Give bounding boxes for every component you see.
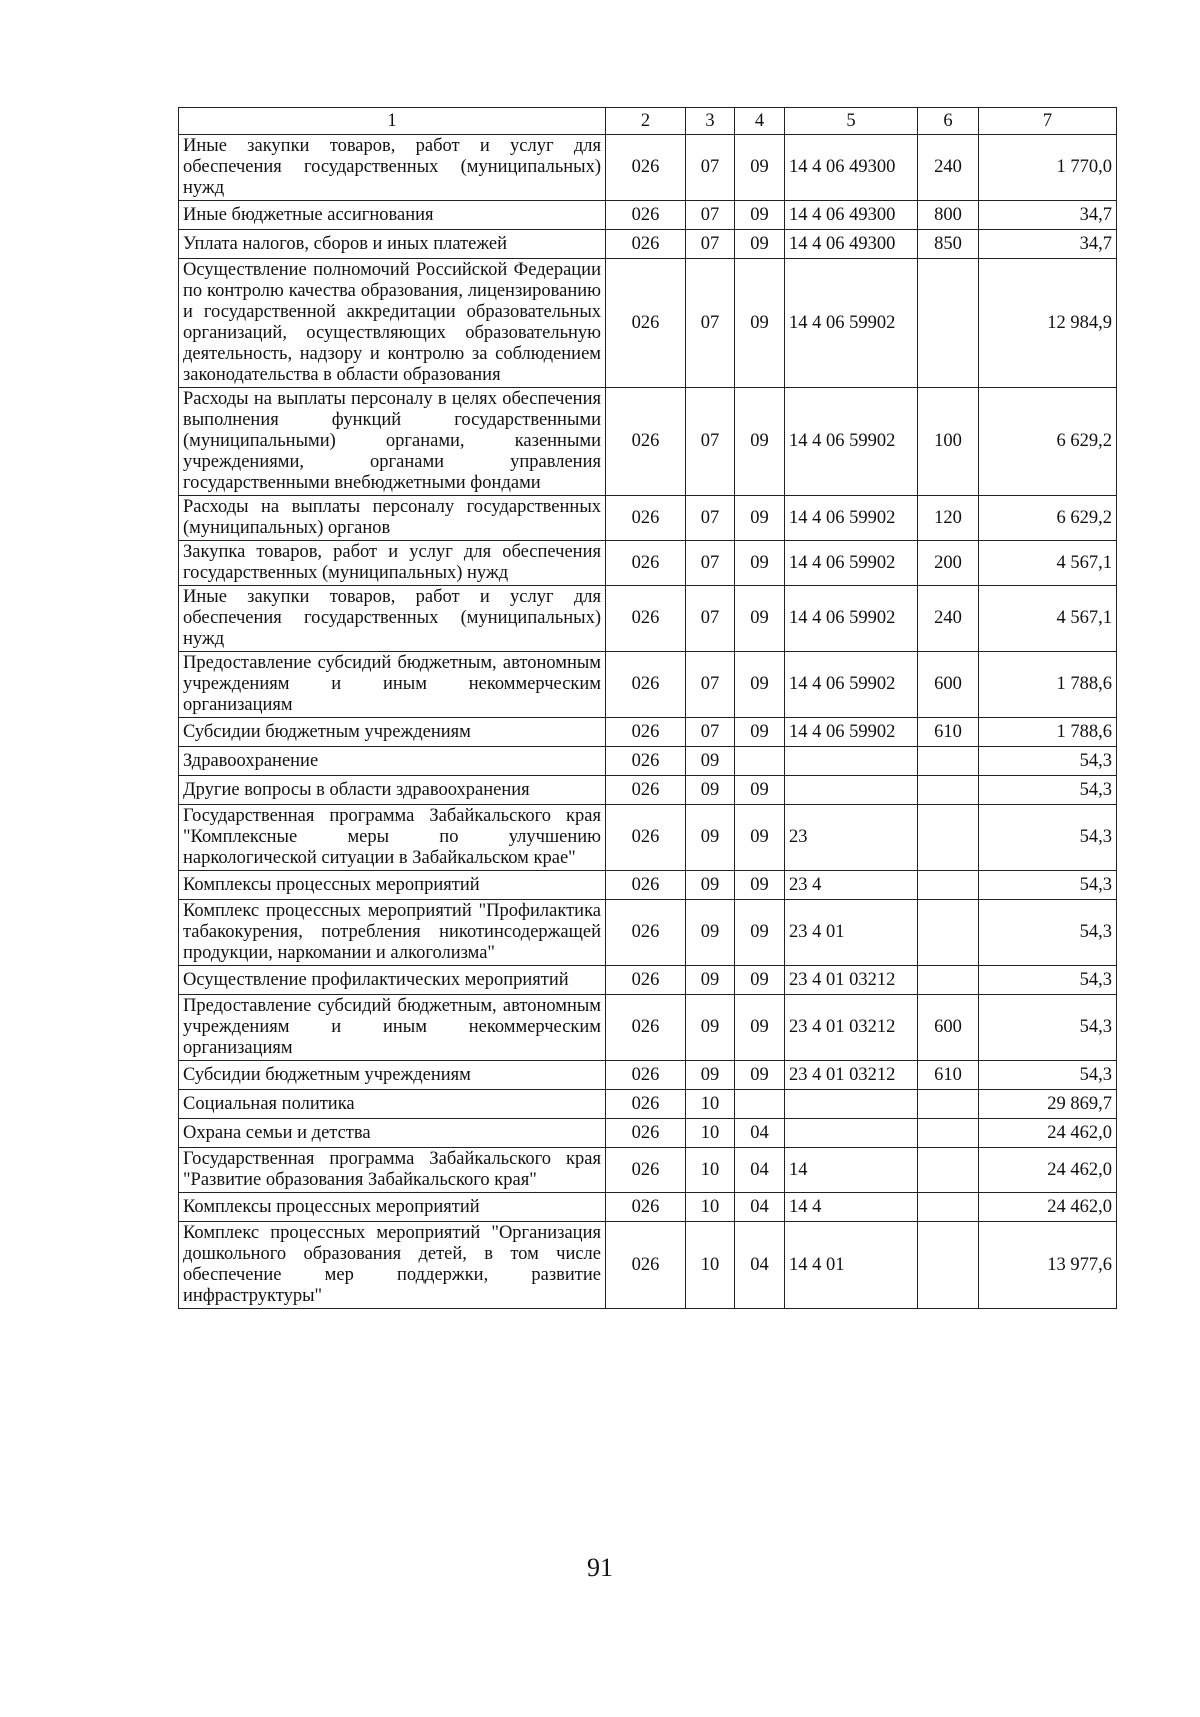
row-name-cell: Другие вопросы в области здравоохранения	[179, 776, 606, 805]
expense-type-cell	[918, 1148, 979, 1193]
section-code-cell: 10	[686, 1222, 735, 1309]
subsection-code-cell	[735, 747, 785, 776]
table-row	[179, 388, 1117, 496]
row-name-cell: Субсидии бюджетным учреждениям	[179, 718, 606, 747]
expense-type-cell	[918, 776, 979, 805]
target-article-cell: 14 4 06 59902	[785, 259, 918, 388]
ministry-code-cell: 026	[606, 995, 686, 1061]
subsection-code-cell: 09	[735, 259, 785, 388]
row-name-cell: Здравоохранение	[179, 747, 606, 776]
col-header-6: 6	[918, 108, 979, 135]
expense-type-cell	[918, 805, 979, 871]
amount-cell: 4 567,1	[979, 586, 1117, 652]
target-article-cell: 23 4	[785, 871, 918, 900]
col-header-3: 3	[686, 108, 735, 135]
ministry-code-cell: 026	[606, 1222, 686, 1309]
col-header-7: 7	[979, 108, 1117, 135]
section-code-cell: 07	[686, 388, 735, 496]
expense-type-cell: 120	[918, 496, 979, 541]
table-row	[179, 201, 1117, 230]
row-name-cell: Государственная программа Забайкальского края "Комплексные меры по улучшению наркологической ситуации в Забайкальском крае"	[179, 805, 606, 871]
ministry-code-cell: 026	[606, 1193, 686, 1222]
section-code-cell: 09	[686, 966, 735, 995]
section-code-cell: 07	[686, 230, 735, 259]
ministry-code-cell: 026	[606, 652, 686, 718]
table-row	[179, 1090, 1117, 1119]
row-name-cell: Комплексы процессных мероприятий	[179, 1193, 606, 1222]
budget-table	[178, 107, 1117, 1309]
ministry-code-cell: 026	[606, 135, 686, 201]
subsection-code-cell: 09	[735, 388, 785, 496]
amount-cell: 13 977,6	[979, 1222, 1117, 1309]
table-row	[179, 1061, 1117, 1090]
section-code-cell: 09	[686, 776, 735, 805]
ministry-code-cell: 026	[606, 900, 686, 966]
table-row	[179, 966, 1117, 995]
subsection-code-cell: 09	[735, 776, 785, 805]
amount-cell: 29 869,7	[979, 1090, 1117, 1119]
row-name-cell: Предоставление субсидий бюджетным, автономным учреждениям и иным некоммерческим организациям	[179, 995, 606, 1061]
table-row	[179, 586, 1117, 652]
expense-type-cell	[918, 259, 979, 388]
section-code-cell: 10	[686, 1193, 735, 1222]
ministry-code-cell: 026	[606, 1090, 686, 1119]
target-article-cell: 14	[785, 1148, 918, 1193]
col-header-1: 1	[179, 108, 606, 135]
amount-cell: 54,3	[979, 1061, 1117, 1090]
expense-type-cell: 240	[918, 135, 979, 201]
expense-type-cell: 100	[918, 388, 979, 496]
table-row	[179, 541, 1117, 586]
target-article-cell	[785, 776, 918, 805]
ministry-code-cell: 026	[606, 1148, 686, 1193]
target-article-cell	[785, 1119, 918, 1148]
table-row	[179, 747, 1117, 776]
target-article-cell: 23 4 01	[785, 900, 918, 966]
section-code-cell: 07	[686, 201, 735, 230]
target-article-cell: 14 4 06 59902	[785, 496, 918, 541]
expense-type-cell: 850	[918, 230, 979, 259]
section-code-cell: 07	[686, 652, 735, 718]
row-name-cell: Осуществление полномочий Российской Федерации по контролю качества образования, лицензированию и государственной аккредитации образовательных организаций, осуществляющих образовательную деятельность, надзору и контролю за соблюдением законодательства в области образования	[179, 259, 606, 388]
table-row	[179, 1119, 1117, 1148]
row-name-cell: Комплекс процессных мероприятий "Профилактика табакокурения, потребления никотинсодержащей продукции, наркомании и алкоголизма"	[179, 900, 606, 966]
expense-type-cell	[918, 1090, 979, 1119]
section-code-cell: 07	[686, 135, 735, 201]
subsection-code-cell: 09	[735, 995, 785, 1061]
amount-cell: 6 629,2	[979, 388, 1117, 496]
subsection-code-cell: 09	[735, 201, 785, 230]
section-code-cell: 09	[686, 805, 735, 871]
expense-type-cell	[918, 966, 979, 995]
row-name-cell: Иные закупки товаров, работ и услуг для обеспечения государственных (муниципальных) нужд	[179, 586, 606, 652]
target-article-cell: 14 4 06 49300	[785, 201, 918, 230]
subsection-code-cell: 04	[735, 1193, 785, 1222]
expense-type-cell	[918, 871, 979, 900]
row-name-cell: Государственная программа Забайкальского края "Развитие образования Забайкальского края"	[179, 1148, 606, 1193]
ministry-code-cell: 026	[606, 201, 686, 230]
expense-type-cell	[918, 900, 979, 966]
page-number: 91	[587, 1553, 613, 1582]
target-article-cell	[785, 1090, 918, 1119]
target-article-cell: 23 4 01 03212	[785, 995, 918, 1061]
col-header-4: 4	[735, 108, 785, 135]
section-code-cell: 09	[686, 871, 735, 900]
table-row	[179, 900, 1117, 966]
section-code-cell: 09	[686, 900, 735, 966]
ministry-code-cell: 026	[606, 747, 686, 776]
table-row	[179, 1222, 1117, 1309]
row-name-cell: Комплекс процессных мероприятий "Организация дошкольного образования детей, в том числе обеспечение мер поддержки, развитие инфраструктуры"	[179, 1222, 606, 1309]
table-row	[179, 259, 1117, 388]
section-code-cell: 10	[686, 1090, 735, 1119]
row-name-cell: Социальная политика	[179, 1090, 606, 1119]
amount-cell: 24 462,0	[979, 1193, 1117, 1222]
section-code-cell: 09	[686, 747, 735, 776]
ministry-code-cell: 026	[606, 1061, 686, 1090]
expense-type-cell: 610	[918, 718, 979, 747]
target-article-cell: 14 4 06 59902	[785, 718, 918, 747]
amount-cell: 54,3	[979, 900, 1117, 966]
section-code-cell: 10	[686, 1119, 735, 1148]
ministry-code-cell: 026	[606, 1119, 686, 1148]
ministry-code-cell: 026	[606, 776, 686, 805]
column-number-row	[179, 108, 1117, 135]
col-header-2: 2	[606, 108, 686, 135]
expense-type-cell	[918, 747, 979, 776]
target-article-cell	[785, 747, 918, 776]
target-article-cell: 14 4 06 59902	[785, 586, 918, 652]
amount-cell: 54,3	[979, 776, 1117, 805]
subsection-code-cell: 09	[735, 805, 785, 871]
ministry-code-cell: 026	[606, 388, 686, 496]
amount-cell: 34,7	[979, 230, 1117, 259]
subsection-code-cell: 09	[735, 1061, 785, 1090]
amount-cell: 4 567,1	[979, 541, 1117, 586]
expense-type-cell: 800	[918, 201, 979, 230]
amount-cell: 1 788,6	[979, 718, 1117, 747]
amount-cell: 6 629,2	[979, 496, 1117, 541]
expense-type-cell: 200	[918, 541, 979, 586]
subsection-code-cell: 04	[735, 1148, 785, 1193]
table-row	[179, 230, 1117, 259]
ministry-code-cell: 026	[606, 586, 686, 652]
subsection-code-cell: 04	[735, 1119, 785, 1148]
ministry-code-cell: 026	[606, 805, 686, 871]
amount-cell: 12 984,9	[979, 259, 1117, 388]
amount-cell: 54,3	[979, 805, 1117, 871]
target-article-cell: 23 4 01 03212	[785, 966, 918, 995]
table-row	[179, 995, 1117, 1061]
subsection-code-cell: 04	[735, 1222, 785, 1309]
subsection-code-cell	[735, 1090, 785, 1119]
target-article-cell: 14 4 06 59902	[785, 388, 918, 496]
row-name-cell: Закупка товаров, работ и услуг для обеспечения государственных (муниципальных) нужд	[179, 541, 606, 586]
expense-type-cell: 610	[918, 1061, 979, 1090]
subsection-code-cell: 09	[735, 586, 785, 652]
row-name-cell: Расходы на выплаты персоналу государственных (муниципальных) органов	[179, 496, 606, 541]
ministry-code-cell: 026	[606, 259, 686, 388]
section-code-cell: 07	[686, 718, 735, 747]
row-name-cell: Расходы на выплаты персоналу в целях обеспечения выполнения функций государственными (муниципальными) органами, казенными учреждениями, органами управления государственными внебюджетными фондами	[179, 388, 606, 496]
subsection-code-cell: 09	[735, 652, 785, 718]
amount-cell: 24 462,0	[979, 1119, 1117, 1148]
row-name-cell: Иные закупки товаров, работ и услуг для обеспечения государственных (муниципальных) нужд	[179, 135, 606, 201]
row-name-cell: Предоставление субсидий бюджетным, автономным учреждениям и иным некоммерческим организациям	[179, 652, 606, 718]
row-name-cell: Охрана семьи и детства	[179, 1119, 606, 1148]
section-code-cell: 07	[686, 541, 735, 586]
table-row	[179, 652, 1117, 718]
expense-type-cell: 600	[918, 995, 979, 1061]
ministry-code-cell: 026	[606, 718, 686, 747]
target-article-cell: 14 4 06 59902	[785, 652, 918, 718]
subsection-code-cell: 09	[735, 135, 785, 201]
section-code-cell: 09	[686, 995, 735, 1061]
target-article-cell: 14 4 06 59902	[785, 541, 918, 586]
table-row	[179, 496, 1117, 541]
expense-type-cell	[918, 1222, 979, 1309]
subsection-code-cell: 09	[735, 541, 785, 586]
expense-type-cell	[918, 1119, 979, 1148]
ministry-code-cell: 026	[606, 230, 686, 259]
target-article-cell: 14 4 01	[785, 1222, 918, 1309]
section-code-cell: 07	[686, 586, 735, 652]
table-row	[179, 718, 1117, 747]
col-header-5: 5	[785, 108, 918, 135]
amount-cell: 54,3	[979, 995, 1117, 1061]
amount-cell: 1 770,0	[979, 135, 1117, 201]
row-name-cell: Осуществление профилактических мероприятий	[179, 966, 606, 995]
amount-cell: 54,3	[979, 966, 1117, 995]
section-code-cell: 07	[686, 259, 735, 388]
expense-type-cell	[918, 1193, 979, 1222]
ministry-code-cell: 026	[606, 541, 686, 586]
table-row	[179, 805, 1117, 871]
table-row	[179, 871, 1117, 900]
section-code-cell: 07	[686, 496, 735, 541]
ministry-code-cell: 026	[606, 966, 686, 995]
table-row	[179, 1148, 1117, 1193]
subsection-code-cell: 09	[735, 230, 785, 259]
amount-cell: 1 788,6	[979, 652, 1117, 718]
row-name-cell: Комплексы процессных мероприятий	[179, 871, 606, 900]
expense-type-cell: 240	[918, 586, 979, 652]
expense-type-cell: 600	[918, 652, 979, 718]
section-code-cell: 09	[686, 1061, 735, 1090]
target-article-cell: 14 4	[785, 1193, 918, 1222]
target-article-cell: 23	[785, 805, 918, 871]
subsection-code-cell: 09	[735, 718, 785, 747]
section-code-cell: 10	[686, 1148, 735, 1193]
row-name-cell: Уплата налогов, сборов и иных платежей	[179, 230, 606, 259]
subsection-code-cell: 09	[735, 871, 785, 900]
subsection-code-cell: 09	[735, 966, 785, 995]
table-row	[179, 135, 1117, 201]
target-article-cell: 14 4 06 49300	[785, 135, 918, 201]
table-row	[179, 776, 1117, 805]
amount-cell: 34,7	[979, 201, 1117, 230]
subsection-code-cell: 09	[735, 496, 785, 541]
amount-cell: 54,3	[979, 747, 1117, 776]
target-article-cell: 23 4 01 03212	[785, 1061, 918, 1090]
subsection-code-cell: 09	[735, 900, 785, 966]
amount-cell: 24 462,0	[979, 1148, 1117, 1193]
table-body	[179, 135, 1117, 1309]
amount-cell: 54,3	[979, 871, 1117, 900]
row-name-cell: Субсидии бюджетным учреждениям	[179, 1061, 606, 1090]
ministry-code-cell: 026	[606, 871, 686, 900]
ministry-code-cell: 026	[606, 496, 686, 541]
target-article-cell: 14 4 06 49300	[785, 230, 918, 259]
table-row	[179, 1193, 1117, 1222]
row-name-cell: Иные бюджетные ассигнования	[179, 201, 606, 230]
